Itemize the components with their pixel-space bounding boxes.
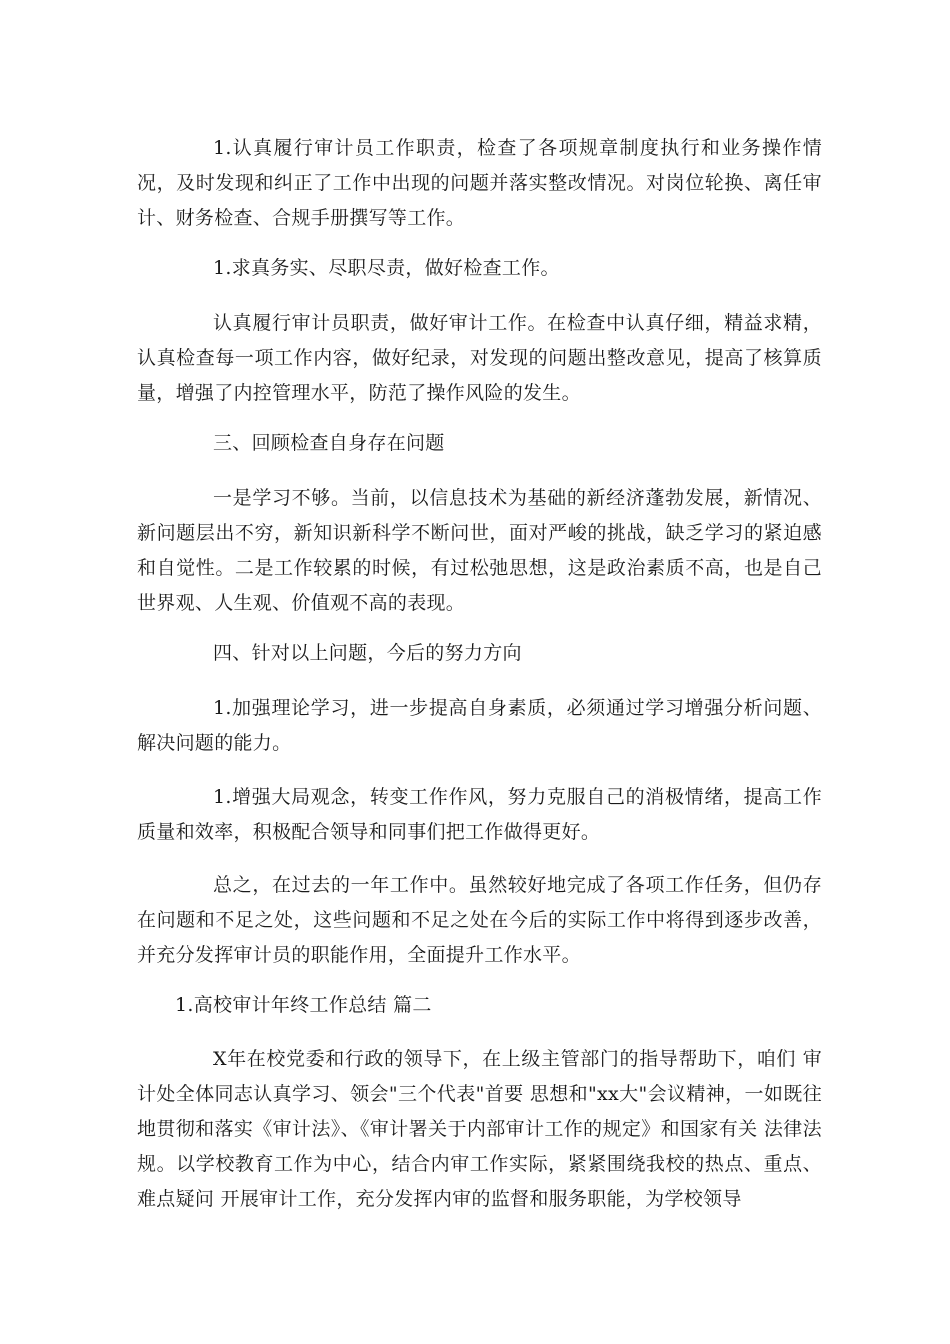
subtitle-part-two: 1.高校审计年终工作总结 篇二 [175,994,432,1016]
heading-inspection-work: 1.求真务实、尽职尽责，做好检查工作。 [213,257,560,279]
paragraph-audit-work: 认真履行审计员职责，做好审计工作。在检查中认真仔细，精益求精，认真检查每一项工作内容，做好纪录，对发现的问题出整改意见，提高了核算质量，增强了内控管理水平，防范了操作风险的发生。 [137,312,822,404]
paragraph-self-problems: 一是学习不够。当前，以信息技术为基础的新经济蓬勃发展，新情况、新问题层出不穷，新知识新科学不断问世，面对严峻的挑战，缺乏学习的紧迫感和自觉性。二是工作较累的时候，有过松弛思想，这是政治素质不高，也是自己世界观、人生观、价值观不高的表现。 [137,487,822,614]
heading-section-three: 三、回顾检查自身存在问题 [213,432,445,454]
heading-section-four: 四、针对以上问题，今后的努力方向 [213,642,522,664]
paragraph-overall-view: 1.增强大局观念，转变工作作风，努力克服自己的消极情绪，提高工作质量和效率，积极配合领导和同事们把工作做得更好。 [137,786,822,843]
paragraph-annual-review: X年在校党委和行政的领导下，在上级主管部门的指导帮助下，咱们 审计处全体同志认真学习、领会"三个代表"首要 思想和"xx大"会议精神，一如既往地贯彻和落实《审计法》、《审计署关于内部审计工作的规定》和国家有关 法律法规。以学校教育工作为中心，结合内审工作实际，紧紧围绕我校的热点、重点、难点疑问 开展审计工作，充分发挥内审的监督和服务职能，为学校领导 [137,1048,822,1210]
paragraph-summary: 总之，在过去的一年工作中。虽然较好地完成了各项工作任务，但仍存在问题和不足之处，这些问题和不足之处在今后的实际工作中将得到逐步改善，并充分发挥审计员的职能作用，全面提升工作水平。 [137,874,822,966]
paragraph-audit-duties: 1.认真履行审计员工作职责，检查了各项规章制度执行和业务操作情况，及时发现和纠正了工作中出现的问题并落实整改情况。对岗位轮换、离任审计、财务检查、合规手册撰写等工作。 [137,137,822,229]
paragraph-theory-study: 1.加强理论学习，进一步提高自身素质，必须通过学习增强分析问题、解决问题的能力。 [137,697,822,754]
